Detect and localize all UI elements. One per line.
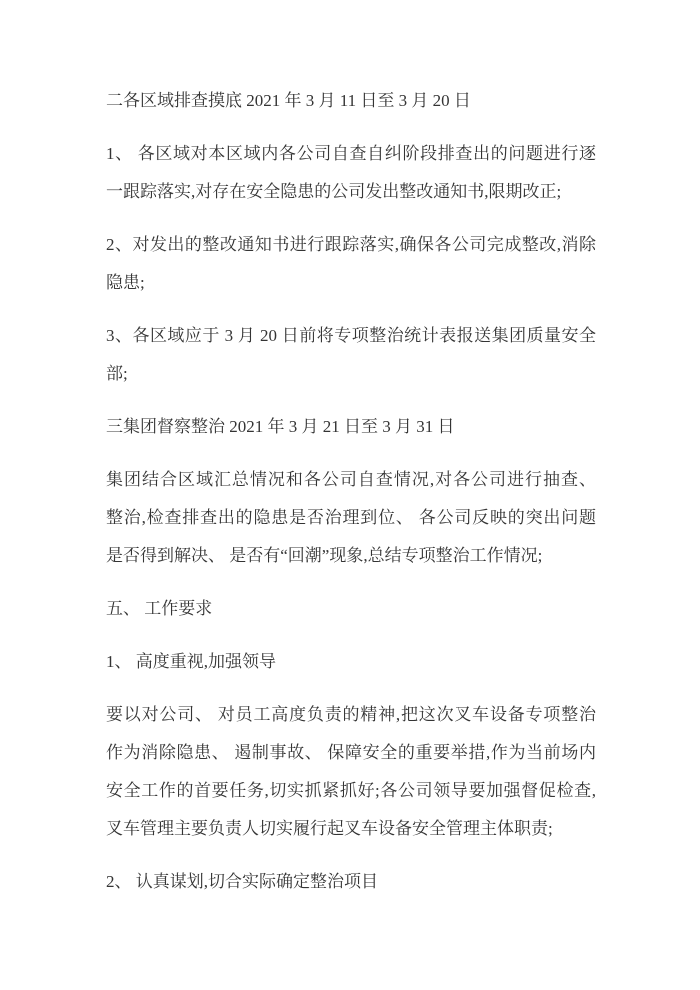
text-line: 是否得到解决、 是否有“回潮”现象,总结专项整治工作情况; <box>106 546 543 565</box>
text-line: 安全工作的首要任务,切实抓紧抓好;各公司领导要加强督促检查, <box>106 781 596 800</box>
text-line: 一跟踪落实,对存在安全隐患的公司发出整改通知书,限期改正; <box>106 182 562 201</box>
text-line: 作为消除隐患、 遏制事故、 保障安全的重要举措,作为当前场内 <box>106 743 596 762</box>
text-line: 1、 高度重视,加强领导 <box>106 652 276 671</box>
text-line: 3、各区域应于 3 月 20 日前将专项整治统计表报送集团质量安全 <box>106 326 596 345</box>
text-line: 整治,检查排查出的隐患是否治理到位、 各公司反映的突出问题 <box>106 508 596 527</box>
text-line: 2、 认真谋划,切合实际确定整治项目 <box>106 872 378 891</box>
text-line: 2、对发出的整改通知书进行跟踪落实,确保各公司完成整改,消除 <box>106 235 596 254</box>
paragraph <box>106 226 596 302</box>
paragraph <box>106 461 596 575</box>
text-line: 要以对公司、 对员工高度负责的精神,把这次叉车设备专项整治 <box>106 705 596 724</box>
paragraph <box>106 863 596 901</box>
heading <box>106 82 596 120</box>
document-body <box>106 82 596 916</box>
paragraph <box>106 643 596 681</box>
paragraph <box>106 696 596 848</box>
paragraph <box>106 317 596 393</box>
text-line: 五、 工作要求 <box>106 599 213 618</box>
text-line: 叉车管理主要负责人切实履行起叉车设备安全管理主体职责; <box>106 819 553 838</box>
heading <box>106 590 596 628</box>
text-line: 三集团督察整治 2021 年 3 月 21 日至 3 月 31 日 <box>106 417 455 436</box>
text-line: 隐患; <box>106 273 145 292</box>
text-line: 1、 各区域对本区域内各公司自查自纠阶段排查出的问题进行逐 <box>106 144 596 163</box>
heading <box>106 408 596 446</box>
text-line: 二各区域排查摸底 2021 年 3 月 11 日至 3 月 20 日 <box>106 91 471 110</box>
paragraph <box>106 135 596 211</box>
text-line: 部; <box>106 364 128 383</box>
text-line: 集团结合区域汇总情况和各公司自查情况,对各公司进行抽查、 <box>106 470 596 489</box>
